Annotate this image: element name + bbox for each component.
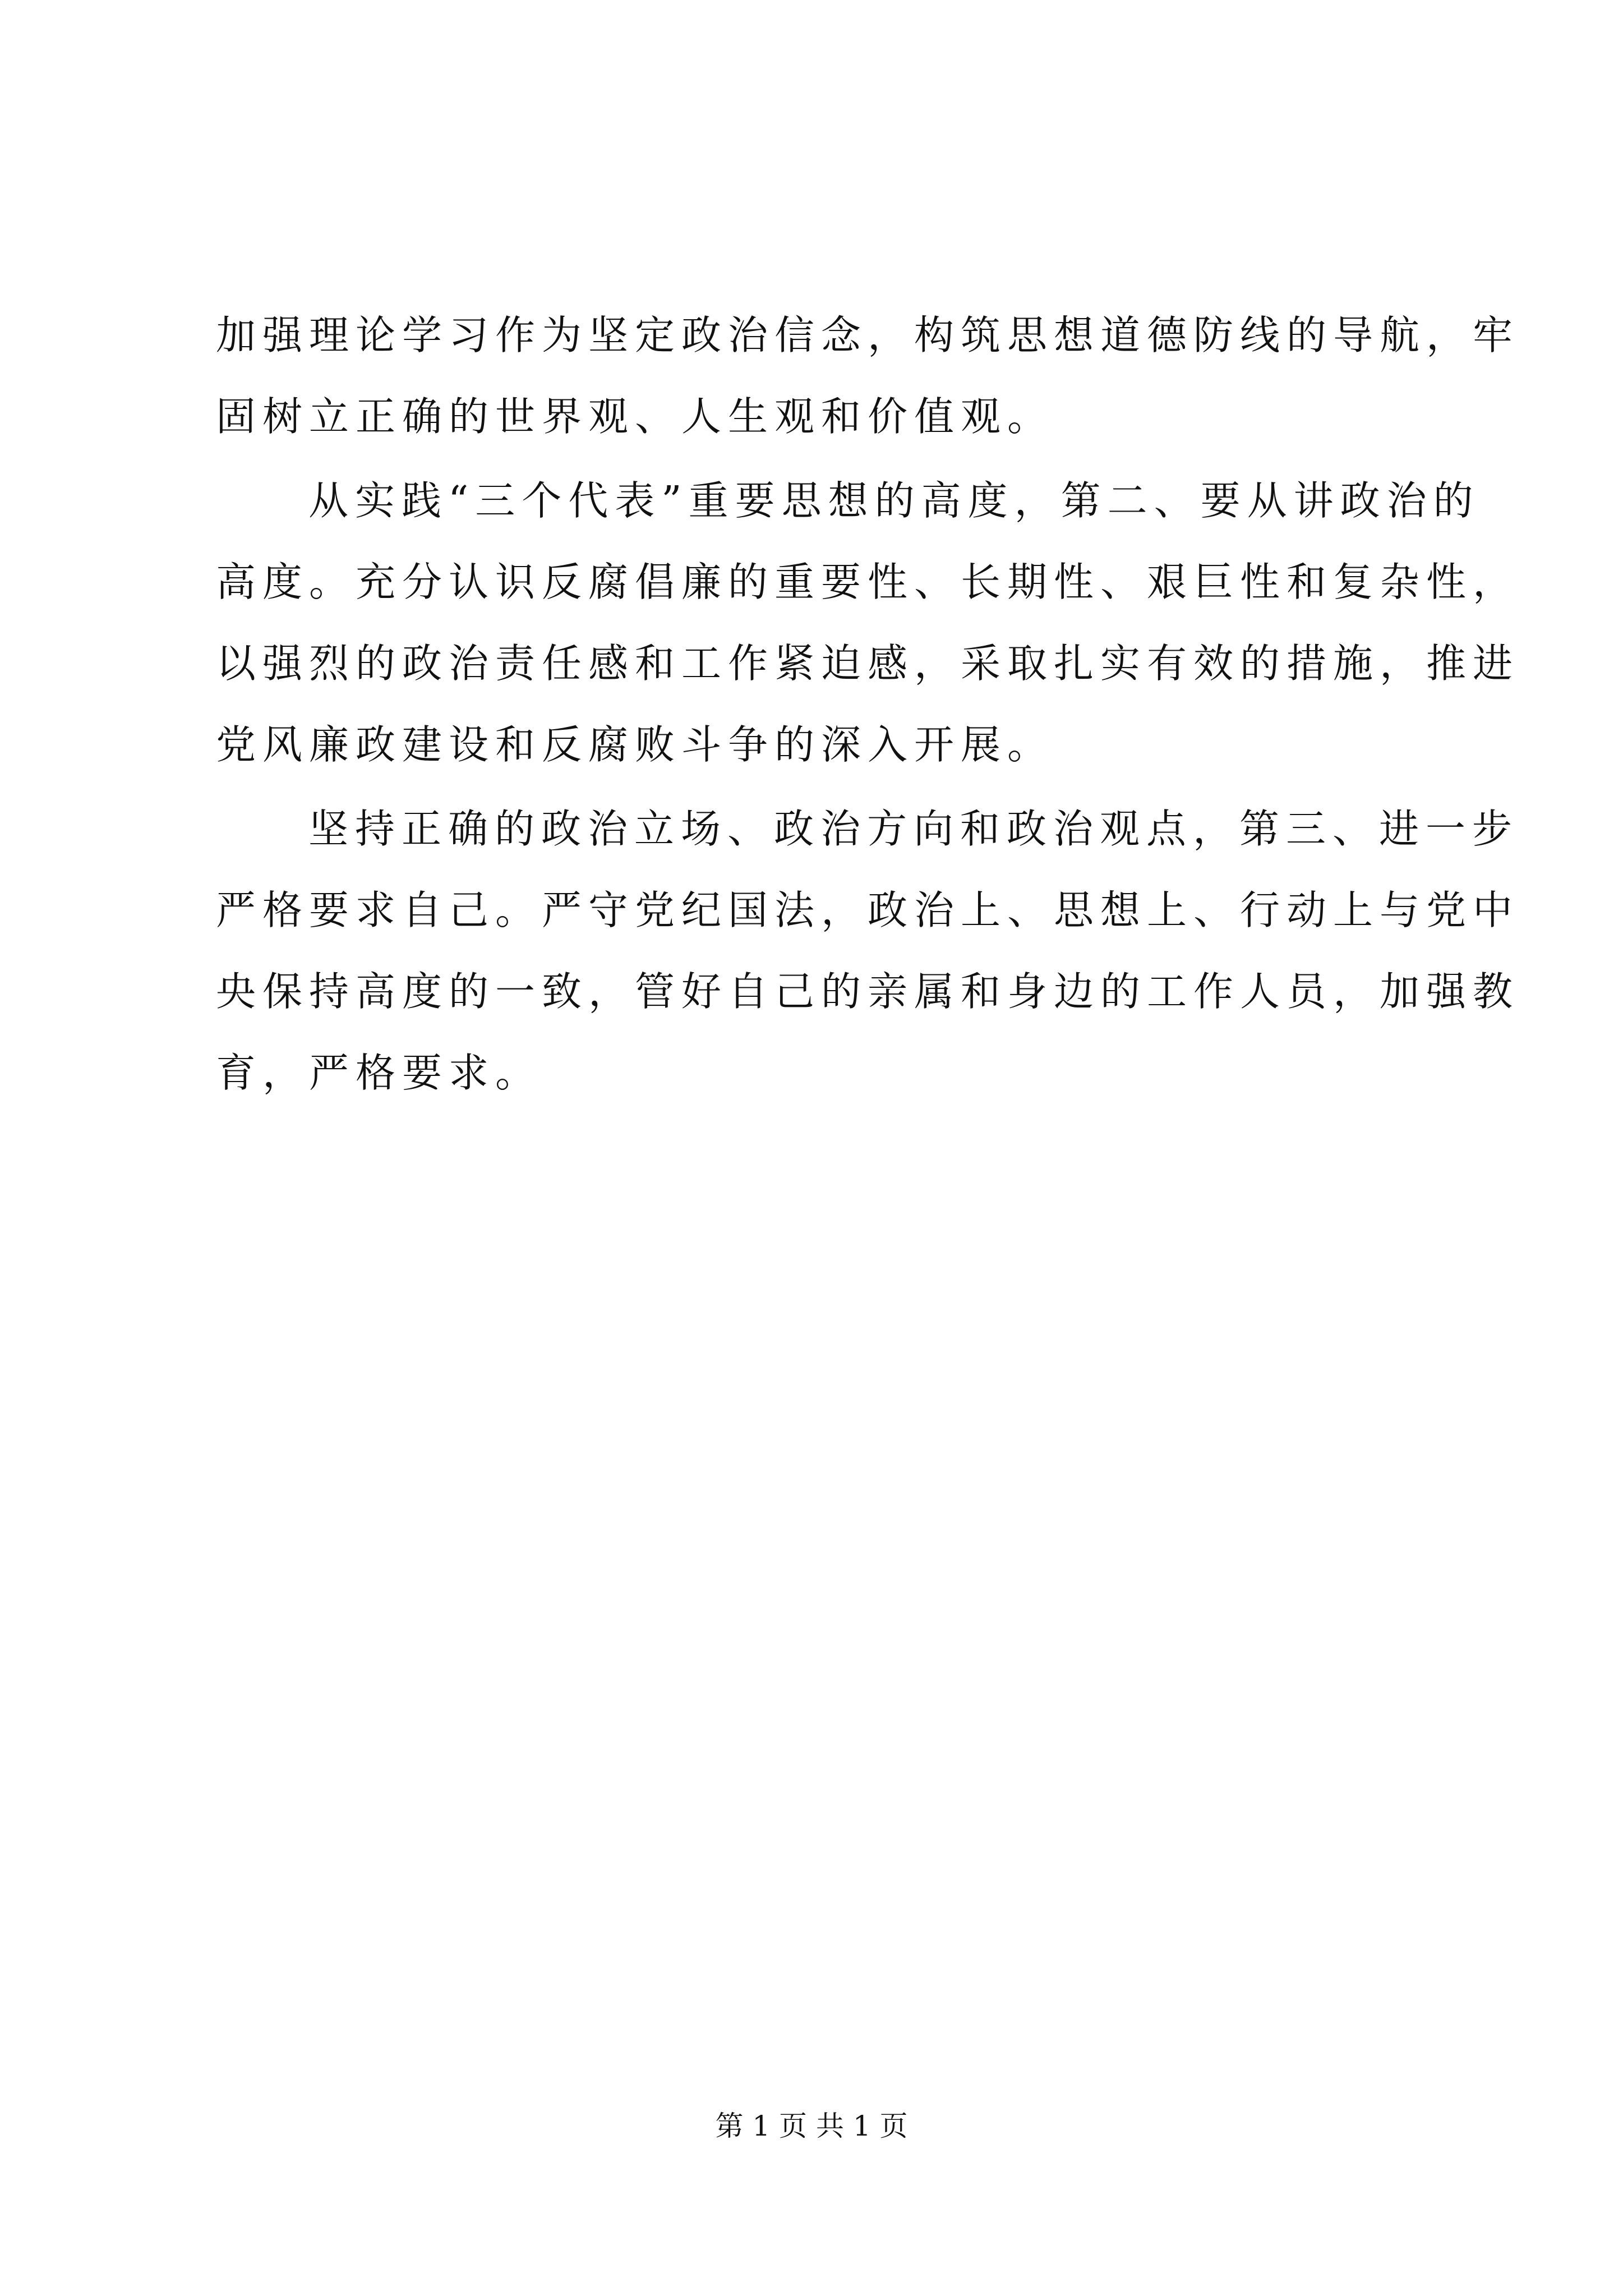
line-text: 高度。充分认识反腐倡廉的重要性、长期性、艰巨性和复杂性， bbox=[216, 559, 1520, 605]
paragraph-1-line-1 bbox=[0, 307, 1623, 386]
line-text: 育，严格要求。 bbox=[216, 1050, 542, 1096]
paragraph-3-line-4 bbox=[0, 1045, 1623, 1124]
line-text: 从实践“三个代表”重要思想的高度，第二、要从讲政治的 bbox=[308, 477, 1480, 524]
paragraph-2-line-4 bbox=[0, 717, 1623, 795]
line-text: 坚持正确的政治立场、政治方向和政治观点，第三、进一步 bbox=[308, 806, 1519, 852]
paragraph-3-line-2 bbox=[0, 882, 1623, 961]
paragraph-2-line-3 bbox=[0, 636, 1623, 714]
paragraph-3-line-1 bbox=[0, 801, 1623, 880]
line-text: 党风廉政建设和反腐败斗争的深入开展。 bbox=[216, 721, 1054, 768]
paragraph-2-line-2 bbox=[0, 554, 1623, 633]
line-text: 以强烈的政治责任感和工作紧迫感，采取扎实有效的措施，推进 bbox=[216, 640, 1520, 687]
line-text: 严格要求自己。严守党纪国法，政治上、思想上、行动上与党中 bbox=[216, 887, 1520, 933]
line-text: 加强理论学习作为坚定政治信念，构筑思想道德防线的导航，牢 bbox=[216, 312, 1520, 358]
paragraph-2-line-1 bbox=[0, 473, 1623, 551]
page-footer: 第 1 页 共 1 页 bbox=[715, 2110, 908, 2142]
paragraph-1-line-2 bbox=[0, 389, 1623, 467]
line-text: 央保持高度的一致，管好自己的亲属和身边的工作人员，加强教 bbox=[216, 968, 1520, 1015]
line-text: 固树立正确的世界观、人生观和价值观。 bbox=[216, 393, 1054, 440]
paragraph-3-line-3 bbox=[0, 964, 1623, 1042]
